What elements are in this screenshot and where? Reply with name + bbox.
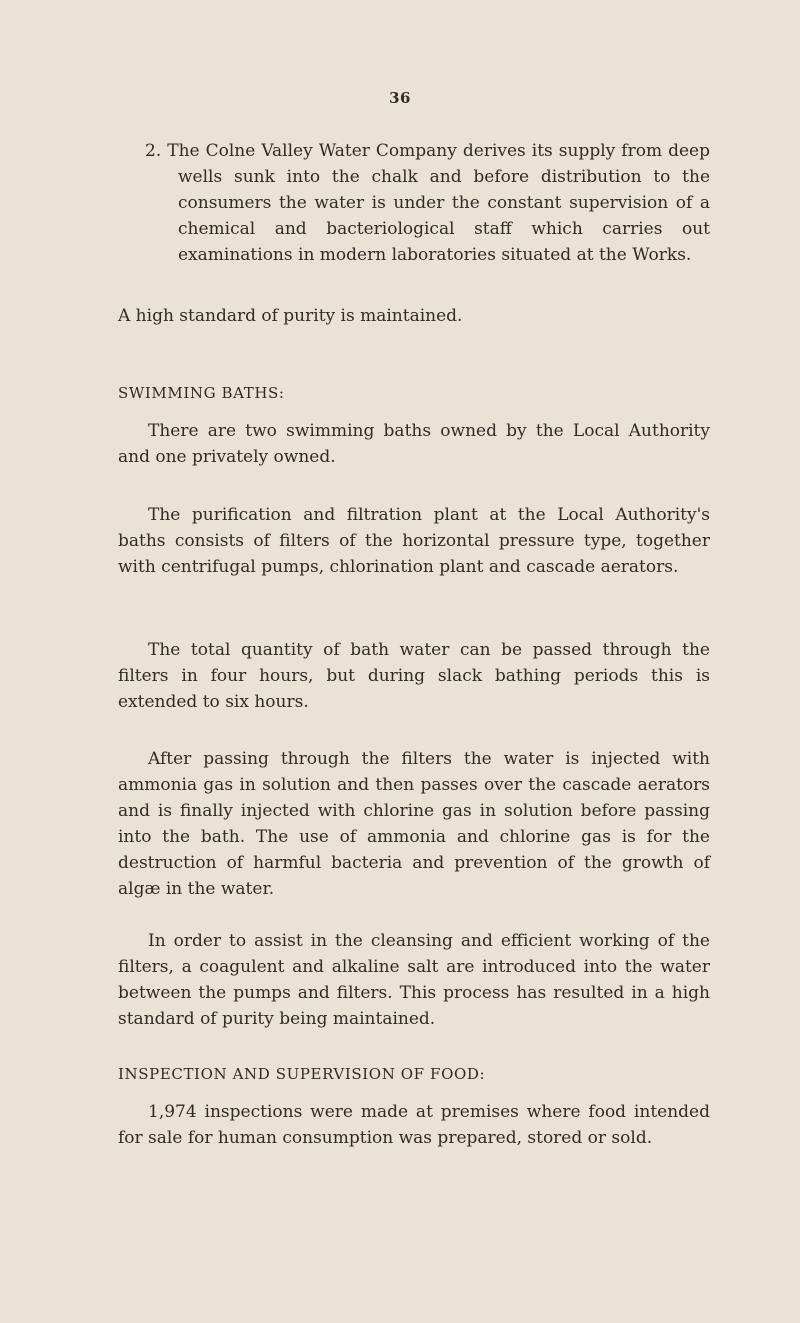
paragraph-purity: A high standard of purity is maintained. <box>118 306 463 326</box>
paragraph-coagulent: In order to assist in the cleansing and efficient working of the filters, a coagulent and alkaline salt are introduced into the water between the pumps and filters. This process has resulted in a high standard of purity being maintained. <box>118 931 710 1029</box>
paragraph-purification-plant: The purification and filtration plant at the Local Authority's baths consists of filters of the horizontal pressure type, together with centrifugal pumps, chlorination plant and cascade aerators. <box>118 505 710 577</box>
paragraph-filter-time: The total quantity of bath water can be passed through the filters in four hours, but during slack bathing periods this is extended to six hours. <box>118 640 710 712</box>
paragraph-water-supply: 2. The Colne Valley Water Company derives its supply from deep wells sunk into the chalk and before distribution to the consumers the water is under the constant supervision of a chemical and bacteriological staff which carries out examinations in modern laboratories situated at the Works. <box>145 141 710 265</box>
paragraph-baths-ownership: There are two swimming baths owned by the Local Authority and one privately owned. <box>118 421 710 467</box>
heading-food-inspection: INSPECTION AND SUPERVISION OF FOOD: <box>118 1065 486 1083</box>
page-number: 36 <box>389 89 411 107</box>
paragraph-inspections: 1,974 inspections were made at premises where food intended for sale for human consumption was prepared, stored or sold. <box>118 1102 710 1148</box>
paragraph-gas-injection: After passing through the filters the water is injected with ammonia gas in solution and then passes over the cascade aerators and is finally injected with chlorine gas in solution before passing into the bath. The use of ammonia and chlorine gas is for the destruction of harmful bacteria and prevention of the growth of algæ in the water. <box>118 749 710 899</box>
heading-swimming-baths: SWIMMING BATHS: <box>118 384 285 402</box>
